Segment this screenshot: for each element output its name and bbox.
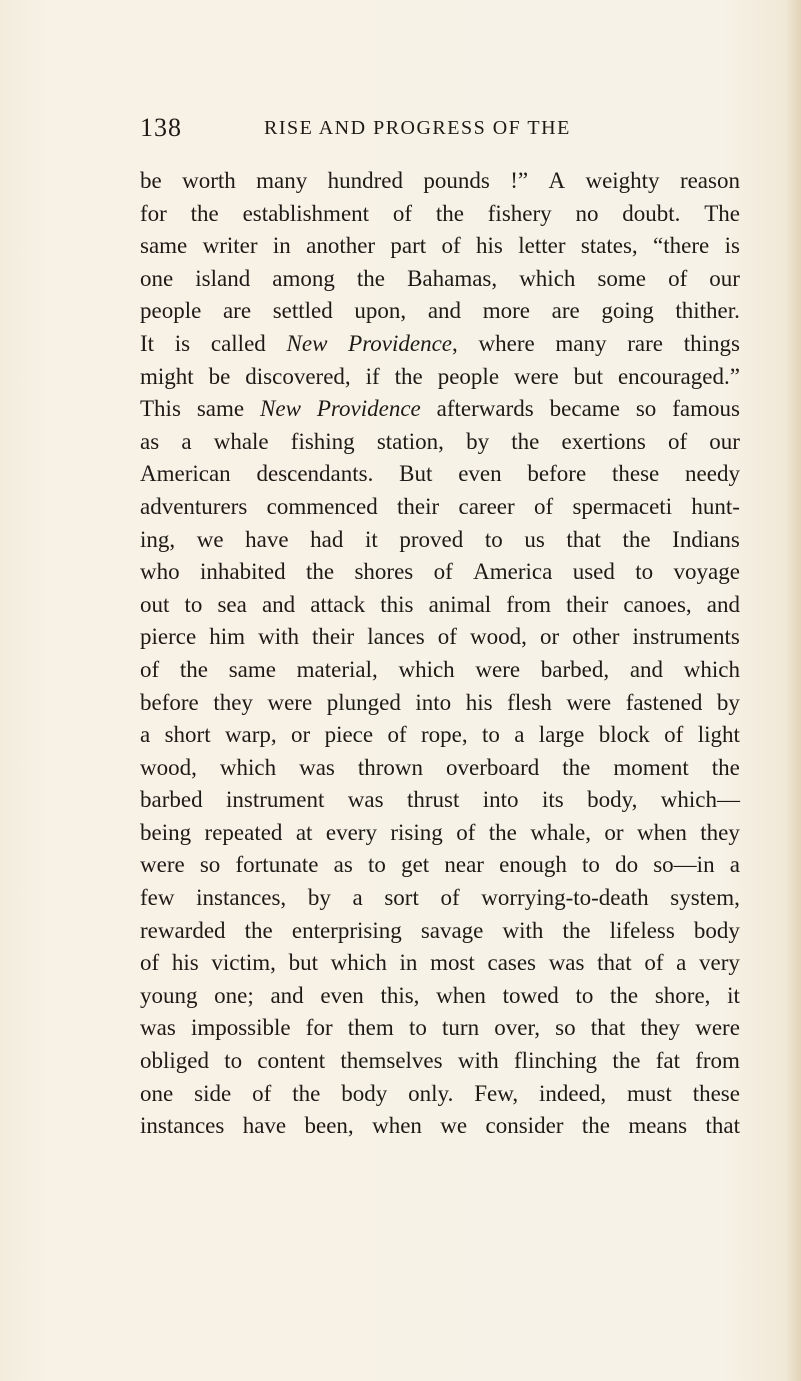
- text-line: who inhabited the shores of America used to voyage: [140, 559, 740, 585]
- text-line: This same New Providence afterwards became so famous: [140, 396, 740, 422]
- text-line: for the establishment of the fishery no doubt. The: [140, 200, 740, 226]
- text-line: out to sea and attack this animal from their canoes, and: [140, 591, 740, 617]
- text-line: adventurers commenced their career of spermaceti hunt-: [140, 493, 740, 519]
- text-line: be worth many hundred pounds !” A weighty reason: [140, 168, 740, 193]
- text-line: were so fortunate as to get near enough to do so—in a: [140, 852, 740, 878]
- text-line: ing, we have had it proved to us that the Indians: [140, 526, 740, 552]
- text-line: instances have been, when we consider the means that: [140, 1113, 740, 1139]
- text-line: as a whale fishing station, by the exertions of our: [140, 428, 740, 454]
- body-text: [140, 165, 740, 1143]
- running-head: RISE AND PROGRESS OF THE: [264, 117, 571, 139]
- text-line: a short warp, or piece of rope, to a large block of light: [140, 722, 740, 748]
- text-line: American descendants. But even before these needy: [140, 461, 740, 487]
- text-line: wood, which was thrown overboard the moment the: [140, 754, 740, 780]
- page-number: 138: [140, 113, 182, 142]
- text-line: few instances, by a sort of worrying-to-death system,: [140, 885, 740, 911]
- text-line: was impossible for them to turn over, so that they were: [140, 1015, 740, 1041]
- text-line: before they were plunged into his flesh were fastened by: [140, 689, 740, 715]
- text-line: same writer in another part of his letter states, “there is: [140, 233, 740, 259]
- text-line: It is called New Providence, where many rare things: [140, 330, 740, 356]
- text-line: of his victim, but which in most cases was that of a very: [140, 950, 740, 976]
- page-header: [140, 113, 740, 147]
- page-edge-shadow: [785, 0, 801, 1381]
- text-line: rewarded the enterprising savage with the lifeless body: [140, 917, 740, 943]
- text-line: people are settled upon, and more are going thither.: [140, 298, 740, 324]
- text-line: young one; and even this, when towed to the shore, it: [140, 982, 740, 1008]
- text-line: of the same material, which were barbed, and which: [140, 656, 740, 682]
- text-line: one island among the Bahamas, which some of our: [140, 265, 740, 291]
- text-line: being repeated at every rising of the whale, or when they: [140, 819, 740, 845]
- text-line: barbed instrument was thrust into its body, which—: [140, 787, 740, 813]
- text-line: obliged to content themselves with flinching the fat from: [140, 1048, 740, 1074]
- text-line: one side of the body only. Few, indeed, must these: [140, 1080, 740, 1106]
- text-line: pierce him with their lances of wood, or other instruments: [140, 624, 740, 650]
- text-line: might be discovered, if the people were but encouraged.”: [140, 363, 740, 389]
